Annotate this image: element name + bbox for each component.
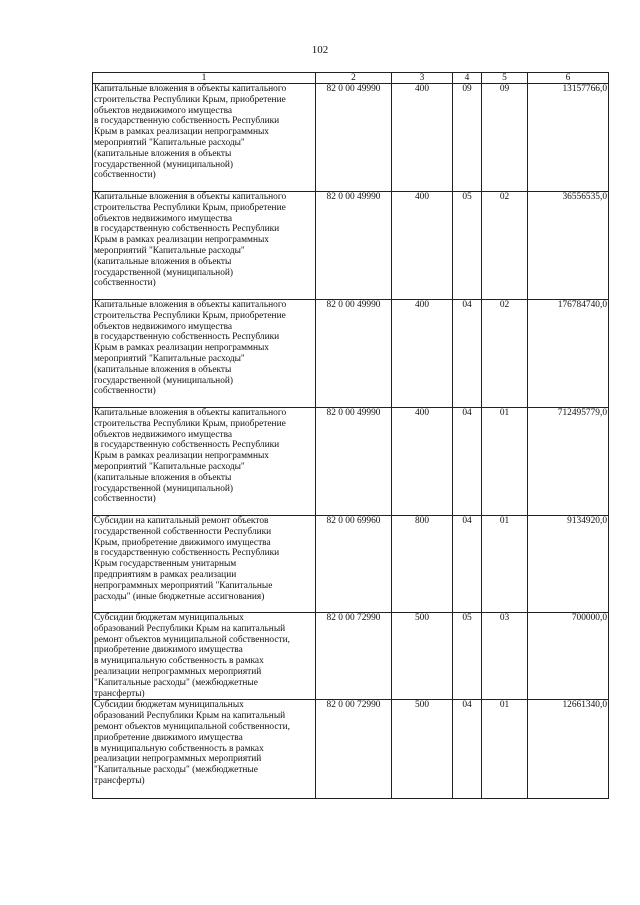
column-header-2: 2: [316, 73, 392, 84]
amount-value: 700000,0: [528, 613, 609, 700]
amount-value: 13157766,0: [528, 84, 609, 192]
amount-value: 176784740,0: [528, 300, 609, 408]
expense-type-code: 500: [392, 700, 453, 799]
table-row: [93, 613, 609, 700]
section-code: 09: [453, 84, 482, 192]
table-row: [93, 700, 609, 799]
target-article-code: 82 0 00 49990: [316, 408, 392, 516]
expense-name: Капитальные вложения в объекты капитального строительства Республики Крым, приобретение объектов недвижимого имущества в государственную собственность Республики Крым в рамках реализации непрограммных мероприятий "Капитальные расходы" (капитальные вложения в объекты государственной (муниципальной) собственности): [93, 192, 316, 300]
header-row: [93, 73, 609, 84]
subsection-code: 02: [482, 300, 528, 408]
target-article-code: 82 0 00 49990: [316, 300, 392, 408]
expense-type-code: 400: [392, 408, 453, 516]
expense-type-code: 500: [392, 613, 453, 700]
table-row: [93, 516, 609, 613]
table-row: [93, 408, 609, 516]
subsection-code: 01: [482, 516, 528, 613]
target-article-code: 82 0 00 49990: [316, 192, 392, 300]
page-number: 102: [311, 44, 329, 56]
section-code: 04: [453, 516, 482, 613]
column-header-1: 1: [93, 73, 316, 84]
target-article-code: 82 0 00 72990: [316, 613, 392, 700]
target-article-code: 82 0 00 49990: [316, 84, 392, 192]
expense-name: Капитальные вложения в объекты капитального строительства Республики Крым, приобретение объектов недвижимого имущества в государственную собственность Республики Крым в рамках реализации непрограммных мероприятий "Капитальные расходы" (капитальные вложения в объекты государственной (муниципальной) собственности): [93, 300, 316, 408]
section-code: 04: [453, 408, 482, 516]
expense-name: Капитальные вложения в объекты капитального строительства Республики Крым, приобретение объектов недвижимого имущества в государственную собственность Республики Крым в рамках реализации непрограммных мероприятий "Капитальные расходы" (капитальные вложения в объекты государственной (муниципальной) собственности): [93, 408, 316, 516]
subsection-code: 01: [482, 408, 528, 516]
budget-table: [92, 72, 609, 799]
expense-name: Субсидии бюджетам муниципальных образований Республики Крым на капитальный ремонт объектов муниципальной собственности, приобретение движимого имущества в муниципальную собственность в рамках реализации непрограммных мероприятий "Капитальные расходы" (межбюджетные трансферты): [93, 700, 316, 799]
table-row: [93, 84, 609, 192]
subsection-code: 09: [482, 84, 528, 192]
section-code: 05: [453, 613, 482, 700]
column-header-4: 4: [453, 73, 482, 84]
section-code: 04: [453, 300, 482, 408]
amount-value: 9134920,0: [528, 516, 609, 613]
column-header-6: 6: [528, 73, 609, 84]
subsection-code: 02: [482, 192, 528, 300]
table-row: [93, 300, 609, 408]
subsection-code: 03: [482, 613, 528, 700]
section-code: 05: [453, 192, 482, 300]
amount-value: 36556535,0: [528, 192, 609, 300]
expense-type-code: 400: [392, 84, 453, 192]
amount-value: 12661340,0: [528, 700, 609, 799]
column-header-5: 5: [482, 73, 528, 84]
expense-type-code: 800: [392, 516, 453, 613]
expense-name: Субсидии на капитальный ремонт объектов государственной собственности Республики Крым, приобретение движимого имущества в государственную собственность Республики Крым государственным унитарным предприятиям в рамках реализации непрограммных мероприятий "Капитальные расходы" (иные бюджетные ассигнования): [93, 516, 316, 613]
amount-value: 712495779,0: [528, 408, 609, 516]
target-article-code: 82 0 00 72990: [316, 700, 392, 799]
expense-type-code: 400: [392, 192, 453, 300]
expense-name: Субсидии бюджетам муниципальных образований Республики Крым на капитальный ремонт объектов муниципальной собственности, приобретение движимого имущества в муниципальную собственность в рамках реализации непрограммных мероприятий "Капитальные расходы" (межбюджетные трансферты): [93, 613, 316, 700]
table-row: [93, 192, 609, 300]
column-header-3: 3: [392, 73, 453, 84]
subsection-code: 01: [482, 700, 528, 799]
target-article-code: 82 0 00 69960: [316, 516, 392, 613]
expense-name: Капитальные вложения в объекты капитального строительства Республики Крым, приобретение объектов недвижимого имущества в государственную собственность Республики Крым в рамках реализации непрограммных мероприятий "Капитальные расходы" (капитальные вложения в объекты государственной (муниципальной) собственности): [93, 84, 316, 192]
expense-type-code: 400: [392, 300, 453, 408]
section-code: 04: [453, 700, 482, 799]
